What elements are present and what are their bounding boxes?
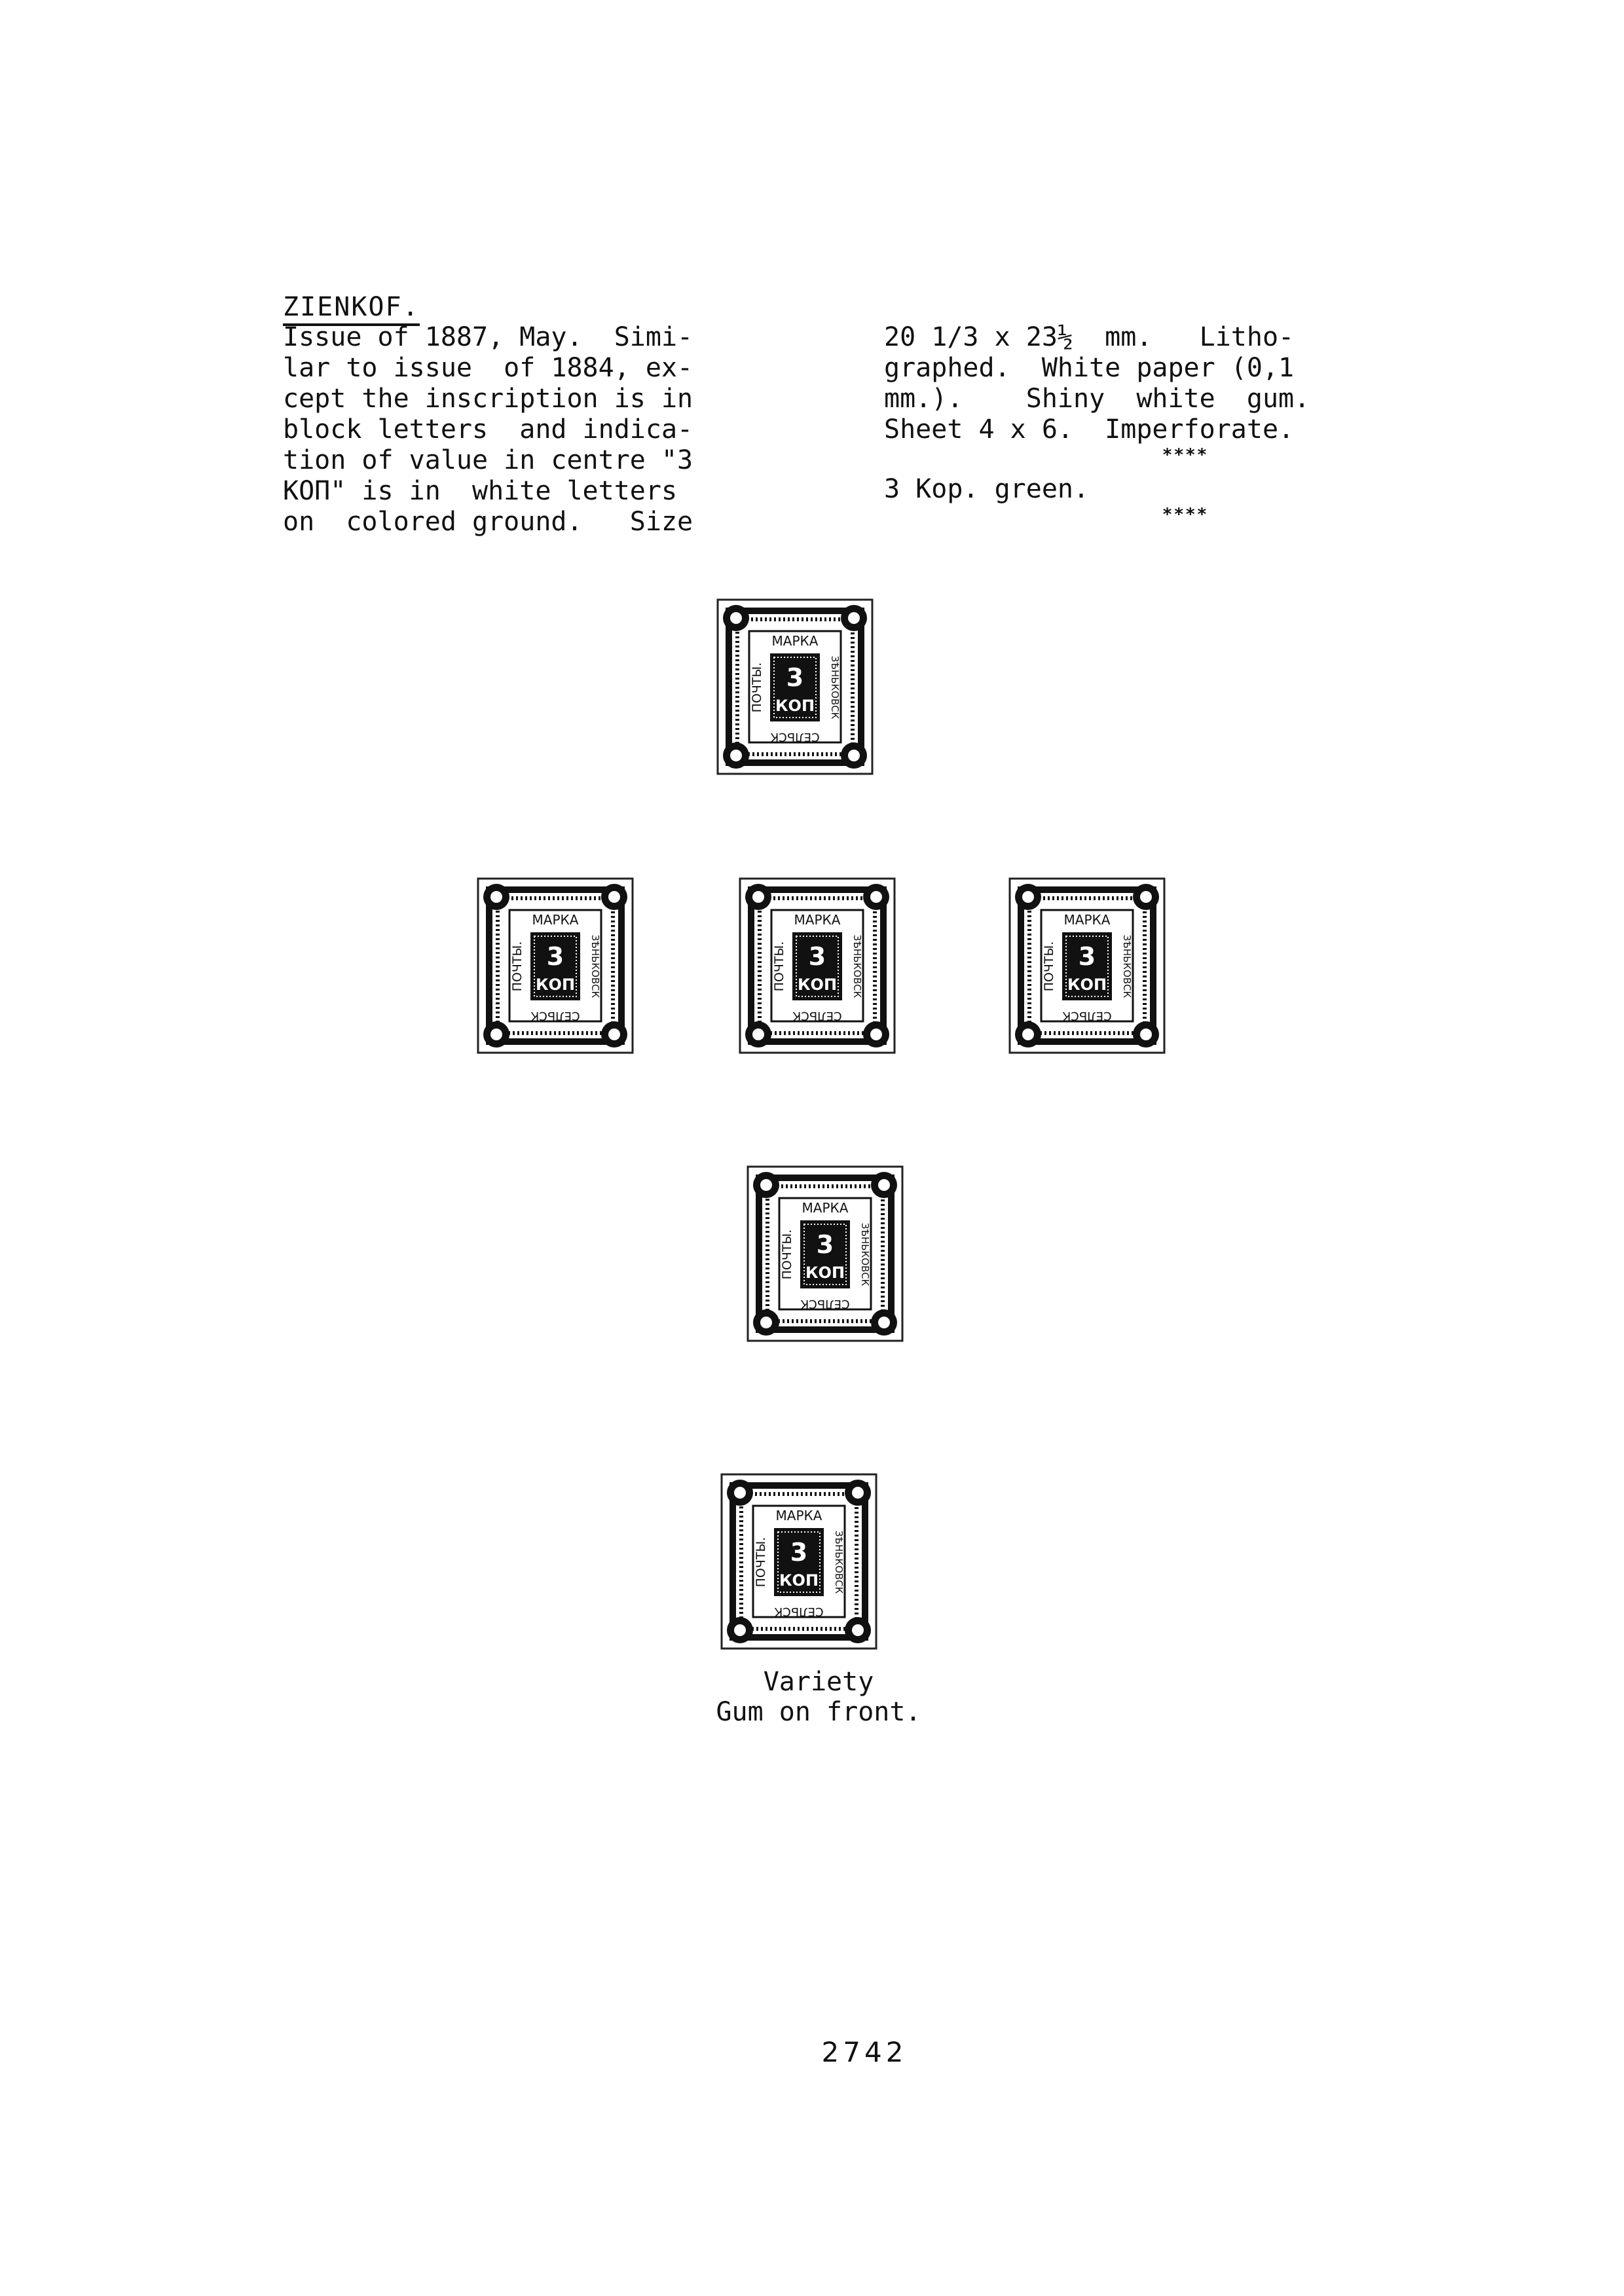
stamp-value-text: КОП — [1067, 975, 1107, 994]
stamp-row-left — [477, 877, 634, 1054]
stamp-value-digit: 3 — [1078, 942, 1096, 971]
stamp-bottom-text: СЕЛЬСК — [792, 1009, 842, 1023]
stamp-top-text: МАРКА — [775, 1508, 822, 1523]
stamp-top-text: МАРКА — [771, 633, 819, 649]
text-line: on colored ground. Size — [283, 507, 693, 537]
stamp-top-text: МАРКА — [532, 912, 579, 928]
page-number: 2742 — [821, 2036, 908, 2068]
caption-line: Gum on front. — [716, 1697, 921, 1727]
stamp-left-text: ПОЧТЫ. — [750, 662, 764, 713]
stamp-bottom-text: СЕЛЬСК — [774, 1605, 824, 1618]
separator-stars: **** — [1162, 445, 1209, 465]
left-text-column — [283, 322, 761, 538]
stamp-bottom-text: СЕЛЬСК — [1062, 1009, 1112, 1023]
stamp-value-text: КОП — [779, 1571, 819, 1590]
stamp-image — [747, 1165, 904, 1342]
stamp-bottom-text: СЕЛЬСК — [800, 1297, 850, 1311]
stamp-image — [1008, 877, 1166, 1054]
stamp-left-text: ПОЧТЫ. — [772, 941, 786, 992]
text-line: Sheet 4 x 6. Imperforate. — [884, 414, 1295, 445]
page-heading: ZIENKOF. — [283, 292, 420, 326]
stamp-left-text: ПОЧТЫ. — [1042, 941, 1056, 992]
text-line: mm.). Shiny white gum. — [884, 384, 1310, 414]
text-line: block letters and indica- — [283, 414, 693, 445]
stamp-image — [716, 598, 874, 775]
text-line: KOП" is in white letters — [283, 476, 678, 506]
stamp-value-text: КОП — [775, 697, 815, 715]
stamp-bottom-text: СЕЛЬСК — [770, 730, 820, 744]
stamp-left-text: ПОЧТЫ. — [754, 1537, 768, 1588]
stamp-top-text: МАРКА — [794, 912, 841, 928]
stamp-right-text: ЗѢНЬКОВСК — [589, 934, 601, 998]
stamp-top — [716, 598, 874, 775]
stamp-value-text: КОП — [535, 975, 576, 994]
text-line: lar to issue of 1884, ex- — [283, 353, 693, 383]
stamp-value-digit: 3 — [790, 1538, 808, 1567]
text-line: Issue of 1887, May. Simi- — [283, 322, 693, 352]
caption-line: Variety — [763, 1667, 874, 1697]
stamp-image — [739, 877, 896, 1054]
stamp-top-text: МАРКА — [802, 1200, 849, 1216]
stamp-value-digit: 3 — [808, 942, 826, 971]
stamp-row-right — [1008, 877, 1166, 1054]
stamp-row-center — [739, 877, 896, 1054]
stamp-left-text: ПОЧТЫ. — [780, 1229, 794, 1280]
right-text-column — [884, 322, 1362, 524]
stamp-value-text: КОП — [805, 1264, 845, 1282]
text-line: graphed. White paper (0,1 — [884, 353, 1295, 383]
text-line: 20 1/3 x 23½ mm. Litho- — [884, 322, 1295, 352]
stamp-right-text: ЗѢНЬКОВСК — [851, 934, 863, 998]
stamp-right-text: ЗѢНЬКОВСК — [1121, 934, 1133, 998]
stamp-variety — [720, 1473, 877, 1650]
value-line: 3 Kop. green. — [884, 474, 1090, 504]
stamp-right-text: ЗѢНЬКОВСК — [859, 1222, 871, 1286]
stamp-value-digit: 3 — [546, 942, 564, 971]
separator-stars: **** — [1162, 505, 1209, 524]
stamp-right-text: ЗѢНЬКОВСК — [833, 1530, 845, 1594]
stamp-image — [477, 877, 634, 1054]
text-line: cept the inscription is in — [283, 384, 693, 414]
stamp-value-text: КОП — [797, 975, 838, 994]
stamp-top-text: МАРКА — [1063, 912, 1111, 928]
stamp-value-digit: 3 — [786, 663, 804, 692]
stamp-left-text: ПОЧТЫ. — [510, 941, 525, 992]
stamp-image — [720, 1473, 877, 1650]
stamp-bottom-text: СЕЛЬСК — [530, 1009, 580, 1023]
variety-caption — [694, 1667, 943, 1727]
stamp-with-margin — [747, 1165, 904, 1342]
text-line: tion of value in centre "3 — [283, 445, 693, 475]
stamp-value-digit: 3 — [816, 1230, 834, 1259]
stamp-right-text: ЗѢНЬКОВСК — [829, 655, 841, 720]
